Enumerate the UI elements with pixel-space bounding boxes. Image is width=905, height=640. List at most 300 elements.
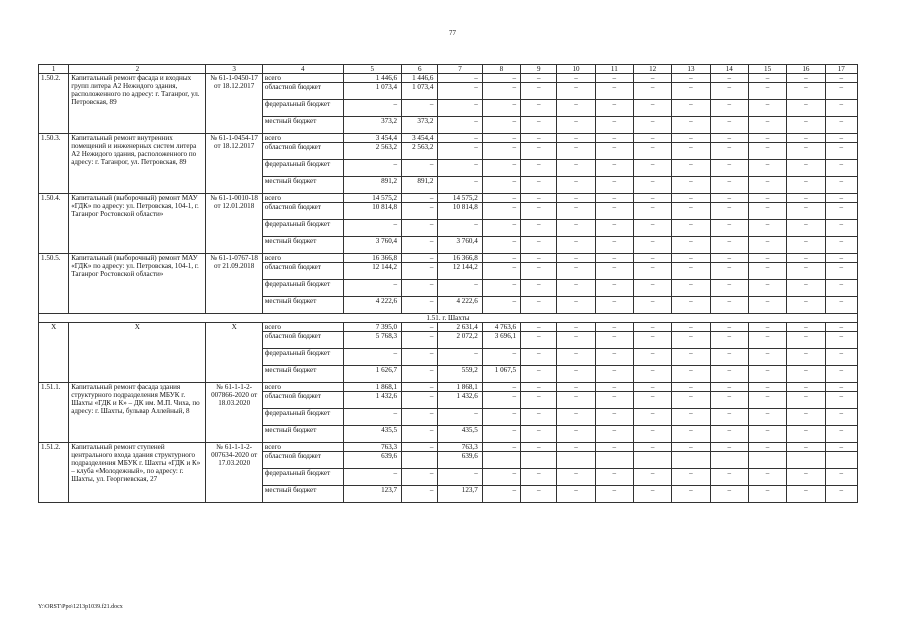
- amount-cell: [748, 452, 786, 469]
- amount-cell: –: [402, 469, 438, 486]
- amount-cell: –: [748, 177, 786, 194]
- amount-cell: [633, 452, 671, 469]
- amount-cell: –: [825, 392, 857, 409]
- amount-cell: 1 626,7: [343, 366, 402, 383]
- funding-table: [38, 64, 858, 503]
- amount-cell: –: [557, 254, 595, 263]
- funding-source: федеральный бюджет: [262, 280, 343, 297]
- amount-cell: 1 432,6: [343, 392, 402, 409]
- amount-cell: –: [710, 469, 748, 486]
- amount-cell: [521, 452, 557, 469]
- amount-cell: –: [633, 443, 671, 452]
- amount-cell: –: [521, 366, 557, 383]
- amount-cell: –: [787, 280, 825, 297]
- amount-cell: –: [825, 426, 857, 443]
- amount-cell: –: [595, 332, 633, 349]
- amount-cell: –: [557, 323, 595, 332]
- amount-cell: –: [787, 323, 825, 332]
- funding-source: федеральный бюджет: [262, 220, 343, 237]
- amount-cell: –: [438, 177, 482, 194]
- amount-cell: –: [633, 426, 671, 443]
- amount-cell: –: [557, 366, 595, 383]
- amount-cell: –: [595, 349, 633, 366]
- amount-cell: –: [521, 237, 557, 254]
- amount-cell: –: [787, 74, 825, 83]
- amount-cell: –: [710, 143, 748, 160]
- amount-cell: –: [557, 263, 595, 280]
- amount-cell: –: [748, 332, 786, 349]
- amount-cell: –: [595, 117, 633, 134]
- amount-cell: –: [748, 263, 786, 280]
- column-number: 5: [343, 65, 402, 74]
- amount-cell: –: [521, 160, 557, 177]
- column-number: 3: [206, 65, 262, 74]
- column-number: 14: [710, 65, 748, 74]
- item-name: Х: [69, 323, 206, 383]
- amount-cell: –: [825, 177, 857, 194]
- amount-cell: –: [787, 203, 825, 220]
- amount-cell: 4 222,6: [438, 297, 482, 314]
- amount-cell: 1 073,4: [343, 83, 402, 100]
- amount-cell: –: [825, 194, 857, 203]
- amount-cell: –: [482, 409, 520, 426]
- amount-cell: –: [482, 263, 520, 280]
- amount-cell: –: [482, 117, 520, 134]
- amount-cell: –: [710, 366, 748, 383]
- funding-source: областной бюджет: [262, 203, 343, 220]
- column-number: 8: [482, 65, 520, 74]
- amount-cell: –: [825, 237, 857, 254]
- amount-cell: 3 454,4: [343, 134, 402, 143]
- amount-cell: –: [748, 409, 786, 426]
- amount-cell: –: [825, 280, 857, 297]
- amount-cell: –: [438, 409, 482, 426]
- amount-cell: 1 868,1: [343, 383, 402, 392]
- amount-cell: –: [343, 280, 402, 297]
- item-number: 1.51.1.: [39, 383, 69, 443]
- amount-cell: –: [748, 426, 786, 443]
- funding-source: федеральный бюджет: [262, 349, 343, 366]
- amount-cell: –: [402, 383, 438, 392]
- item-number: 1.50.5.: [39, 254, 69, 314]
- amount-cell: –: [521, 263, 557, 280]
- column-number: 6: [402, 65, 438, 74]
- amount-cell: 5 768,3: [343, 332, 402, 349]
- amount-cell: 14 575,2: [343, 194, 402, 203]
- amount-cell: –: [402, 280, 438, 297]
- amount-cell: –: [521, 220, 557, 237]
- item-number: 1.50.3.: [39, 134, 69, 194]
- amount-cell: –: [633, 83, 671, 100]
- amount-cell: –: [633, 469, 671, 486]
- amount-cell: –: [710, 323, 748, 332]
- amount-cell: –: [672, 443, 710, 452]
- funding-source: всего: [262, 254, 343, 263]
- amount-cell: –: [482, 100, 520, 117]
- amount-cell: 10 814,8: [438, 203, 482, 220]
- amount-cell: –: [521, 383, 557, 392]
- amount-cell: –: [633, 486, 671, 503]
- amount-cell: –: [787, 220, 825, 237]
- document-reference: № 61-1-0450-17 от 18.12.2017: [206, 74, 262, 134]
- amount-cell: –: [521, 486, 557, 503]
- amount-cell: –: [672, 194, 710, 203]
- amount-cell: –: [748, 392, 786, 409]
- amount-cell: [402, 452, 438, 469]
- amount-cell: –: [825, 366, 857, 383]
- amount-cell: –: [438, 469, 482, 486]
- amount-cell: 1 446,6: [343, 74, 402, 83]
- amount-cell: 12 144,2: [343, 263, 402, 280]
- amount-cell: –: [633, 332, 671, 349]
- amount-cell: –: [672, 349, 710, 366]
- amount-cell: –: [521, 194, 557, 203]
- amount-cell: –: [521, 349, 557, 366]
- amount-cell: –: [595, 383, 633, 392]
- section-row: [39, 314, 858, 323]
- document-reference: Х: [206, 323, 262, 383]
- document-reference: № 61-1-1-2-007866-2020 от 18.03.2020: [206, 383, 262, 443]
- amount-cell: –: [672, 254, 710, 263]
- amount-cell: –: [595, 194, 633, 203]
- amount-cell: –: [343, 220, 402, 237]
- amount-cell: –: [402, 100, 438, 117]
- amount-cell: –: [787, 100, 825, 117]
- amount-cell: –: [521, 280, 557, 297]
- amount-cell: –: [402, 486, 438, 503]
- amount-cell: –: [787, 160, 825, 177]
- amount-cell: –: [825, 74, 857, 83]
- amount-cell: –: [787, 177, 825, 194]
- amount-cell: –: [402, 237, 438, 254]
- amount-cell: 4 222,6: [343, 297, 402, 314]
- table-row: [39, 323, 858, 332]
- amount-cell: –: [482, 74, 520, 83]
- amount-cell: –: [595, 366, 633, 383]
- amount-cell: –: [748, 443, 786, 452]
- funding-source: местный бюджет: [262, 237, 343, 254]
- funding-source: областной бюджет: [262, 332, 343, 349]
- amount-cell: 10 814,8: [343, 203, 402, 220]
- amount-cell: 1 067,5: [482, 366, 520, 383]
- amount-cell: –: [748, 143, 786, 160]
- amount-cell: –: [595, 254, 633, 263]
- amount-cell: –: [343, 469, 402, 486]
- amount-cell: –: [402, 297, 438, 314]
- amount-cell: 3 696,1: [482, 332, 520, 349]
- amount-cell: –: [402, 366, 438, 383]
- amount-cell: –: [710, 426, 748, 443]
- amount-cell: –: [787, 263, 825, 280]
- amount-cell: –: [482, 383, 520, 392]
- amount-cell: –: [672, 143, 710, 160]
- item-name: Капитальный ремонт внутренних помещений и инженерных систем литера А2 Нежидого здания, расположенного по адресу: г. Таганрог, ул. Петровская, 89: [69, 134, 206, 194]
- amount-cell: –: [748, 323, 786, 332]
- amount-cell: 639,6: [438, 452, 482, 469]
- amount-cell: –: [787, 297, 825, 314]
- amount-cell: –: [521, 117, 557, 134]
- amount-cell: –: [633, 160, 671, 177]
- amount-cell: –: [710, 100, 748, 117]
- amount-cell: –: [633, 74, 671, 83]
- item-name: Капитальный (выборочный) ремонт МАУ «ГДК» по адресу: ул. Петровская, 104-1, г. Таганрог Ростовской области»: [69, 254, 206, 314]
- amount-cell: –: [595, 409, 633, 426]
- amount-cell: –: [557, 486, 595, 503]
- amount-cell: –: [595, 280, 633, 297]
- amount-cell: –: [710, 203, 748, 220]
- amount-cell: –: [672, 469, 710, 486]
- amount-cell: –: [402, 220, 438, 237]
- amount-cell: –: [595, 74, 633, 83]
- column-number: 16: [787, 65, 825, 74]
- amount-cell: –: [672, 392, 710, 409]
- amount-cell: –: [825, 409, 857, 426]
- amount-cell: –: [672, 332, 710, 349]
- amount-cell: 763,3: [438, 443, 482, 452]
- amount-cell: –: [557, 177, 595, 194]
- table-row: [39, 134, 858, 143]
- amount-cell: –: [557, 237, 595, 254]
- amount-cell: –: [787, 143, 825, 160]
- amount-cell: –: [672, 134, 710, 143]
- amount-cell: 2 631,4: [438, 323, 482, 332]
- amount-cell: –: [825, 83, 857, 100]
- amount-cell: –: [672, 383, 710, 392]
- amount-cell: –: [438, 74, 482, 83]
- amount-cell: –: [748, 486, 786, 503]
- amount-cell: –: [438, 280, 482, 297]
- amount-cell: –: [633, 349, 671, 366]
- amount-cell: 373,2: [402, 117, 438, 134]
- amount-cell: –: [521, 134, 557, 143]
- amount-cell: –: [710, 194, 748, 203]
- amount-cell: –: [595, 392, 633, 409]
- amount-cell: –: [482, 237, 520, 254]
- amount-cell: 891,2: [402, 177, 438, 194]
- amount-cell: –: [633, 194, 671, 203]
- amount-cell: –: [710, 349, 748, 366]
- amount-cell: –: [482, 83, 520, 100]
- amount-cell: –: [521, 323, 557, 332]
- amount-cell: –: [672, 83, 710, 100]
- amount-cell: –: [710, 486, 748, 503]
- amount-cell: –: [672, 426, 710, 443]
- amount-cell: –: [557, 443, 595, 452]
- amount-cell: –: [402, 392, 438, 409]
- amount-cell: –: [595, 426, 633, 443]
- amount-cell: –: [521, 332, 557, 349]
- amount-cell: –: [595, 297, 633, 314]
- amount-cell: –: [438, 220, 482, 237]
- amount-cell: [557, 452, 595, 469]
- amount-cell: –: [633, 143, 671, 160]
- amount-cell: –: [633, 203, 671, 220]
- amount-cell: –: [748, 383, 786, 392]
- amount-cell: –: [748, 117, 786, 134]
- funding-source: местный бюджет: [262, 117, 343, 134]
- amount-cell: –: [557, 74, 595, 83]
- amount-cell: –: [595, 443, 633, 452]
- amount-cell: [595, 452, 633, 469]
- amount-cell: –: [672, 220, 710, 237]
- amount-cell: –: [595, 486, 633, 503]
- amount-cell: –: [402, 254, 438, 263]
- funding-source: всего: [262, 134, 343, 143]
- amount-cell: –: [482, 392, 520, 409]
- column-number: 2: [69, 65, 206, 74]
- funding-source: местный бюджет: [262, 486, 343, 503]
- amount-cell: –: [748, 134, 786, 143]
- amount-cell: –: [748, 83, 786, 100]
- amount-cell: –: [438, 117, 482, 134]
- amount-cell: –: [672, 177, 710, 194]
- amount-cell: –: [482, 349, 520, 366]
- item-name: Капитальный ремонт фасада и входных групп литера А2 Нежидого здания, расположенного по адресу: г. Таганрог, ул. Петровская, 89: [69, 74, 206, 134]
- amount-cell: –: [482, 160, 520, 177]
- amount-cell: –: [633, 297, 671, 314]
- amount-cell: –: [672, 74, 710, 83]
- amount-cell: –: [438, 100, 482, 117]
- amount-cell: 123,7: [438, 486, 482, 503]
- amount-cell: –: [672, 297, 710, 314]
- amount-cell: 435,5: [438, 426, 482, 443]
- funding-source: всего: [262, 443, 343, 452]
- amount-cell: –: [633, 280, 671, 297]
- amount-cell: –: [557, 469, 595, 486]
- item-number: 1.50.2.: [39, 74, 69, 134]
- amount-cell: –: [521, 83, 557, 100]
- amount-cell: –: [710, 134, 748, 143]
- file-path-footer: Y:\ORST\Ppo\1213p1039.f21.docx: [38, 604, 123, 610]
- amount-cell: –: [787, 366, 825, 383]
- amount-cell: –: [557, 143, 595, 160]
- funding-source: областной бюджет: [262, 263, 343, 280]
- amount-cell: –: [787, 392, 825, 409]
- funding-source: всего: [262, 323, 343, 332]
- amount-cell: –: [482, 443, 520, 452]
- amount-cell: –: [402, 409, 438, 426]
- amount-cell: –: [825, 220, 857, 237]
- amount-cell: –: [521, 203, 557, 220]
- funding-source: федеральный бюджет: [262, 409, 343, 426]
- funding-source: областной бюджет: [262, 143, 343, 160]
- amount-cell: –: [402, 332, 438, 349]
- amount-cell: –: [787, 443, 825, 452]
- amount-cell: –: [402, 323, 438, 332]
- amount-cell: 3 454,4: [402, 134, 438, 143]
- amount-cell: –: [633, 392, 671, 409]
- amount-cell: –: [710, 263, 748, 280]
- amount-cell: –: [595, 134, 633, 143]
- funding-source: областной бюджет: [262, 392, 343, 409]
- amount-cell: –: [482, 254, 520, 263]
- amount-cell: –: [557, 117, 595, 134]
- amount-cell: –: [787, 254, 825, 263]
- amount-cell: 3 760,4: [438, 237, 482, 254]
- amount-cell: –: [787, 117, 825, 134]
- amount-cell: 16 366,8: [438, 254, 482, 263]
- amount-cell: 2 563,2: [402, 143, 438, 160]
- amount-cell: –: [633, 177, 671, 194]
- amount-cell: –: [521, 426, 557, 443]
- amount-cell: –: [787, 194, 825, 203]
- funding-source: областной бюджет: [262, 452, 343, 469]
- amount-cell: 3 760,4: [343, 237, 402, 254]
- table-row: [39, 74, 858, 83]
- amount-cell: 123,7: [343, 486, 402, 503]
- amount-cell: [672, 452, 710, 469]
- amount-cell: –: [748, 194, 786, 203]
- amount-cell: –: [787, 383, 825, 392]
- amount-cell: 2 563,2: [343, 143, 402, 160]
- amount-cell: –: [748, 203, 786, 220]
- document-reference: № 61-1-0767-18 от 21.09.2018: [206, 254, 262, 314]
- document-reference: № 61-1-0454-17 от 18.12.2017: [206, 134, 262, 194]
- column-number: 7: [438, 65, 482, 74]
- amount-cell: 14 575,2: [438, 194, 482, 203]
- amount-cell: 12 144,2: [438, 263, 482, 280]
- amount-cell: –: [825, 469, 857, 486]
- amount-cell: –: [748, 254, 786, 263]
- funding-source: федеральный бюджет: [262, 469, 343, 486]
- amount-cell: –: [557, 220, 595, 237]
- amount-cell: –: [521, 74, 557, 83]
- amount-cell: –: [633, 237, 671, 254]
- item-number: 1.50.4.: [39, 194, 69, 254]
- amount-cell: –: [787, 332, 825, 349]
- column-number: 9: [521, 65, 557, 74]
- amount-cell: –: [633, 366, 671, 383]
- amount-cell: –: [710, 392, 748, 409]
- funding-source: всего: [262, 74, 343, 83]
- amount-cell: –: [710, 117, 748, 134]
- amount-cell: –: [521, 392, 557, 409]
- amount-cell: 1 868,1: [438, 383, 482, 392]
- amount-cell: –: [343, 349, 402, 366]
- amount-cell: –: [557, 409, 595, 426]
- funding-source: местный бюджет: [262, 426, 343, 443]
- amount-cell: –: [482, 469, 520, 486]
- amount-cell: –: [748, 220, 786, 237]
- amount-cell: –: [710, 443, 748, 452]
- amount-cell: –: [438, 160, 482, 177]
- amount-cell: –: [595, 143, 633, 160]
- amount-cell: –: [633, 134, 671, 143]
- amount-cell: –: [633, 383, 671, 392]
- amount-cell: –: [557, 100, 595, 117]
- amount-cell: [787, 452, 825, 469]
- amount-cell: –: [748, 366, 786, 383]
- amount-cell: –: [521, 297, 557, 314]
- amount-cell: –: [748, 280, 786, 297]
- item-name: Капитальный ремонт ступеней центрального входа здания структурного подразделения МБУК г. Шахты «ГДК и К» – клуба «Молодежный», по адресу: г. Шахты, ул. Георгиевская, 27: [69, 443, 206, 503]
- amount-cell: –: [482, 203, 520, 220]
- amount-cell: –: [672, 263, 710, 280]
- amount-cell: –: [402, 194, 438, 203]
- amount-cell: –: [748, 74, 786, 83]
- amount-cell: –: [710, 383, 748, 392]
- amount-cell: –: [710, 332, 748, 349]
- amount-cell: 7 395,0: [343, 323, 402, 332]
- amount-cell: –: [633, 263, 671, 280]
- amount-cell: –: [710, 177, 748, 194]
- amount-cell: 4 763,6: [482, 323, 520, 332]
- amount-cell: –: [482, 280, 520, 297]
- amount-cell: –: [595, 83, 633, 100]
- amount-cell: –: [710, 83, 748, 100]
- amount-cell: –: [595, 160, 633, 177]
- column-number: 13: [672, 65, 710, 74]
